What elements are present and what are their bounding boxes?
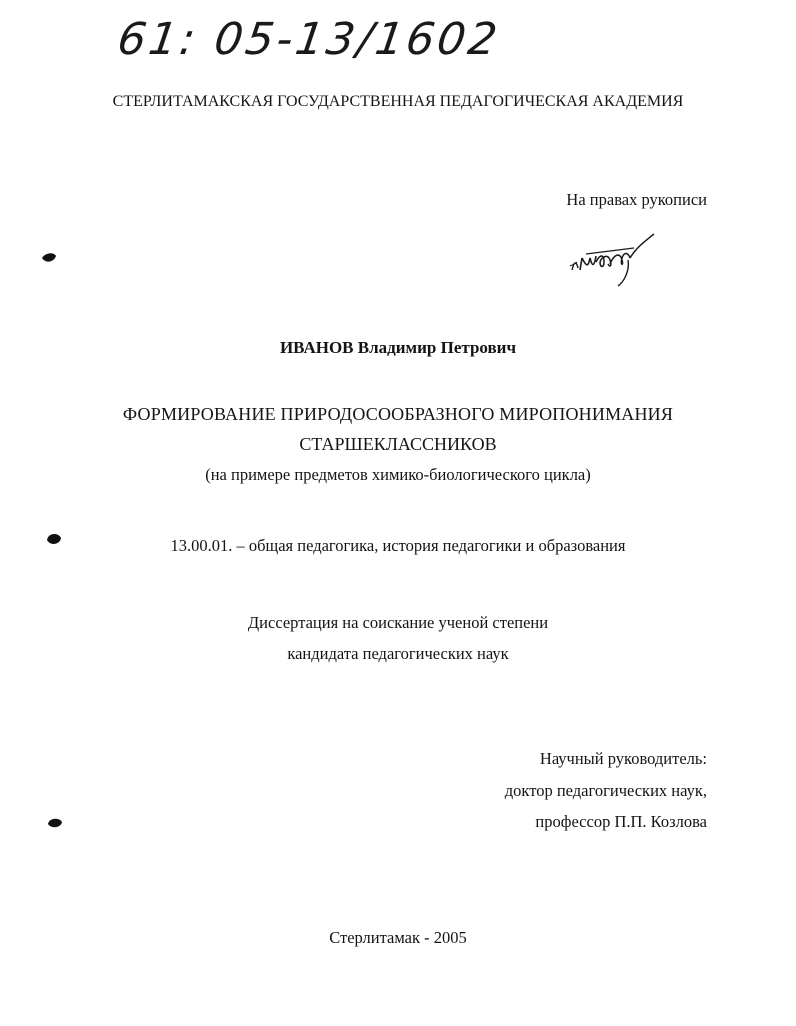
title-line-2: СТАРШЕКЛАССНИКОВ [299,434,497,454]
author-given-names: Владимир Петрович [357,338,517,357]
title-line-1: ФОРМИРОВАНИЕ ПРИРОДОСООБРАЗНОГО МИРОПОНИМАНИЯ [122,404,674,424]
supervisor-heading: Научный руководитель: [539,749,707,768]
institution-name: СТЕРЛИТАМАКСКАЯ ГОСУДАРСТВЕННАЯ ПЕДАГОГИЧЕСКАЯ АКАДЕМИЯ [112,93,684,110]
specialty-code: 13.00.01. – общая педагогика, история педагогики и образования [170,536,626,555]
degree-line-2: кандидата педагогических наук [287,644,509,663]
punch-hole-icon [44,530,64,548]
handwritten-shelfmark: 61: 05-13/1602 [114,14,504,65]
degree-line-1: Диссертация на соискание ученой степени [247,613,549,632]
author-surname: ИВАНОВ [279,338,354,357]
punch-hole-icon [46,815,64,831]
manuscript-rights-note: На правах рукописи [566,190,707,209]
title-subtitle: (на примере предметов химико-биологического цикла) [205,465,591,484]
supervisor-degree: доктор педагогических наук, [504,781,707,800]
supervisor-name: профессор П.П. Козлова [535,812,707,831]
scan-mark-icon [40,250,58,266]
author-name [0,338,796,358]
signature-icon [566,232,661,288]
place-and-year: Стерлитамак - 2005 [329,928,467,947]
